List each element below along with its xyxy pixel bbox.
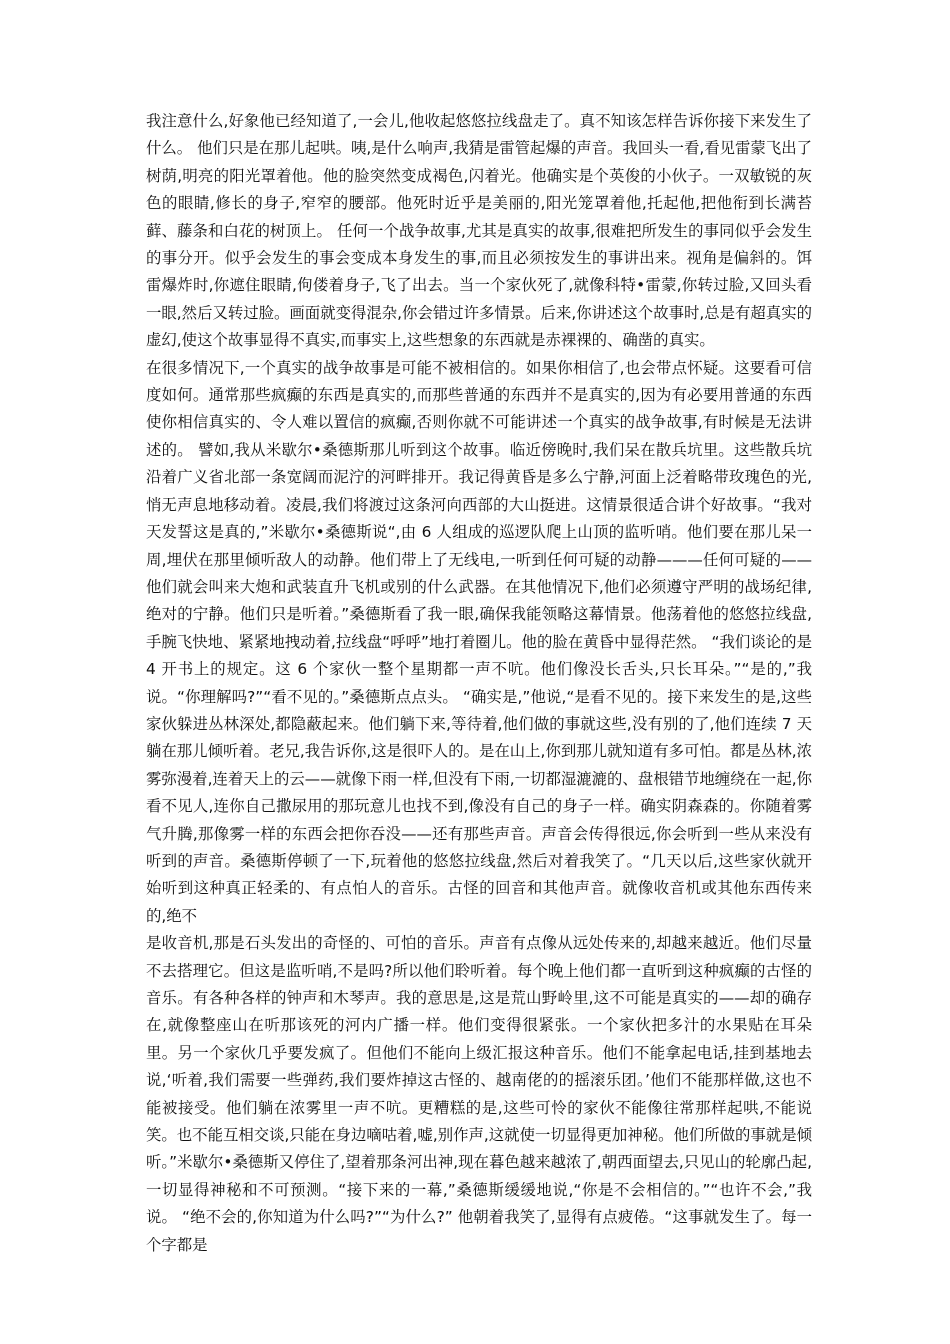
- paragraph-1: 我注意什么,好象他已经知道了,一会儿,他收起悠悠拉线盘走了。真不知该怎样告诉你接下来发生了什么。 他们只是在那儿起哄。咦,是什么响声,我猜是雷管起爆的声音。我回头一看,看见雷蒙飞出了树荫,明亮的阳光罩着他。他的脸突然变成褐色,闪着光。他确实是个英俊的小伙子。一双敏锐的灰色的眼睛,修长的身子,窄窄的腰部。他死时近乎是美丽的,阳光笼罩着他,托起他,把他衔到长满苔藓、藤条和白花的树顶上。 任何一个战争故事,尤其是真实的故事,很难把所发生的事同似乎会发生的事分开。似乎会发生的事会变成本身发生的事,而且必须按发生的事讲出来。视角是偏斜的。饵雷爆炸时,你遮住眼睛,佝偻着身子,飞了出去。当一个家伙死了,就像科特•雷蒙,你转过脸,又回头看一眼,然后又转过脸。画面就变得混杂,你会错过许多情景。后来,你讲述这个故事时,总是有超真实的虚幻,使这个故事显得不真实,而事实上,这些想象的东西就是赤裸裸的、确凿的真实。: [146, 112, 812, 350]
- paragraph-3: 是收音机,那是石头发出的奇怪的、可怕的音乐。声音有点像从远处传来的,却越来越近。他们尽量不去搭理它。但这是监听哨,不是吗?所以他们聆听着。每个晚上他们都一直听到这种疯癫的古怪的音乐。有各种各样的钟声和木琴声。我的意思是,这是荒山野岭里,这不可能是真实的——却的确存在,就像整座山在听那该死的河内广播一样。他们变得很紧张。一个家伙把多汁的水果贴在耳朵里。另一个家伙几乎要发疯了。但他们不能向上级汇报这种音乐。他们不能拿起电话,挂到基地去说,‘听着,我们需要一些弹药,我们要炸掉这古怪的、越南佬的的摇滚乐团。’他们不能那样做,这也不能被接受。他们躺在浓雾里一声不吭。更糟糕的是,这些可怜的家伙不能像往常那样起哄,不能说笑。也不能互相交谈,只能在身边嘀咕着,嘘,别作声,这就使一切显得更加神秘。他们所做的事就是倾听。”米歇尔•桑德斯又停住了,望着那条河出神,现在暮色越来越浓了,朝西面望去,只见山的轮廓凸起,一切显得神秘和不可预测。“接下来的一幕,”桑德斯缓缓地说,“你是不会相信的。”“也许不会,”我说。 “绝不会的,你知道为什么吗?”“为什么?” 他朝着我笑了,显得有点疲倦。“这事就发生了。每一个字都是: [146, 934, 812, 1254]
- document-page: [146, 108, 812, 1259]
- paragraph-2: 在很多情况下,一个真实的战争故事是可能不被相信的。如果你相信了,也会带点怀疑。这要看可信度如何。通常那些疯癫的东西是真实的,而那些普通的东西并不是真实的,因为有必要用普通的东西使你相信真实的、令人难以置信的疯癫,否则你就不可能讲述一个真实的战争故事,有时候是无法讲述的。 譬如,我从米歇尔•桑德斯那儿听到这个故事。临近傍晚时,我们呆在散兵坑里。这些散兵坑沿着广义省北部一条宽阔而泥泞的河畔排开。我记得黄昏是多么宁静,河面上泛着略带玫瑰色的光,悄无声息地移动着。凌晨,我们将渡过这条河向西部的大山挺进。这情景很适合讲个好故事。“我对天发誓这是真的,”米歇尔•桑德斯说“,由 6 人组成的巡逻队爬上山顶的监听哨。他们要在那儿呆一周,埋伏在那里倾听敌人的动静。他们带上了无线电,一听到任何可疑的动静———任何可疑的——他们就会叫来大炮和武装直升飞机或别的什么武器。在其他情况下,他们必须遵守严明的战场纪律,绝对的宁静。他们只是听着。”桑德斯看了我一眼,确保我能领略这幕情景。他荡着他的悠悠拉线盘,手腕飞快地、紧紧地拽动着,拉线盘“呼呼”地打着圈儿。他的脸在黄昏中显得茫然。 “我们谈论的是 4 开书上的规定。这 6 个家伙一整个星期都一声不吭。他们像没长舌头,只长耳朵。”“是的,”我说。“你理解吗?”“看不见的。”桑德斯点点头。 “确实是,”他说,“是看不见的。接下来发生的是,这些家伙躲进丛林深处,都隐蔽起来。他们躺下来,等待着,他们做的事就这些,没有别的了,他们连续 7 天躺在那儿倾听着。老兄,我告诉你,这是很吓人的。是在山上,你到那儿就知道有多可怕。都是丛林,浓雾弥漫着,连着天上的云——就像下雨一样,但没有下雨,一切都湿漉漉的、盘根错节地缠绕在一起,你看不见人,连你自己撒尿用的那玩意儿也找不到,像没有自己的身子一样。确实阴森森的。你随着雾气升腾,那像雾一样的东西会把你吞没——还有那些声音。声音会传得很远,你会听到一些从来没有听到的声音。桑德斯停顿了一下,玩着他的悠悠拉线盘,然后对着我笑了。“几天以后,这些家伙就开始听到这种真正轻柔的、有点怕人的音乐。古怪的回音和其他声音。就像收音机或其他东西传来的,绝不: [146, 358, 812, 925]
